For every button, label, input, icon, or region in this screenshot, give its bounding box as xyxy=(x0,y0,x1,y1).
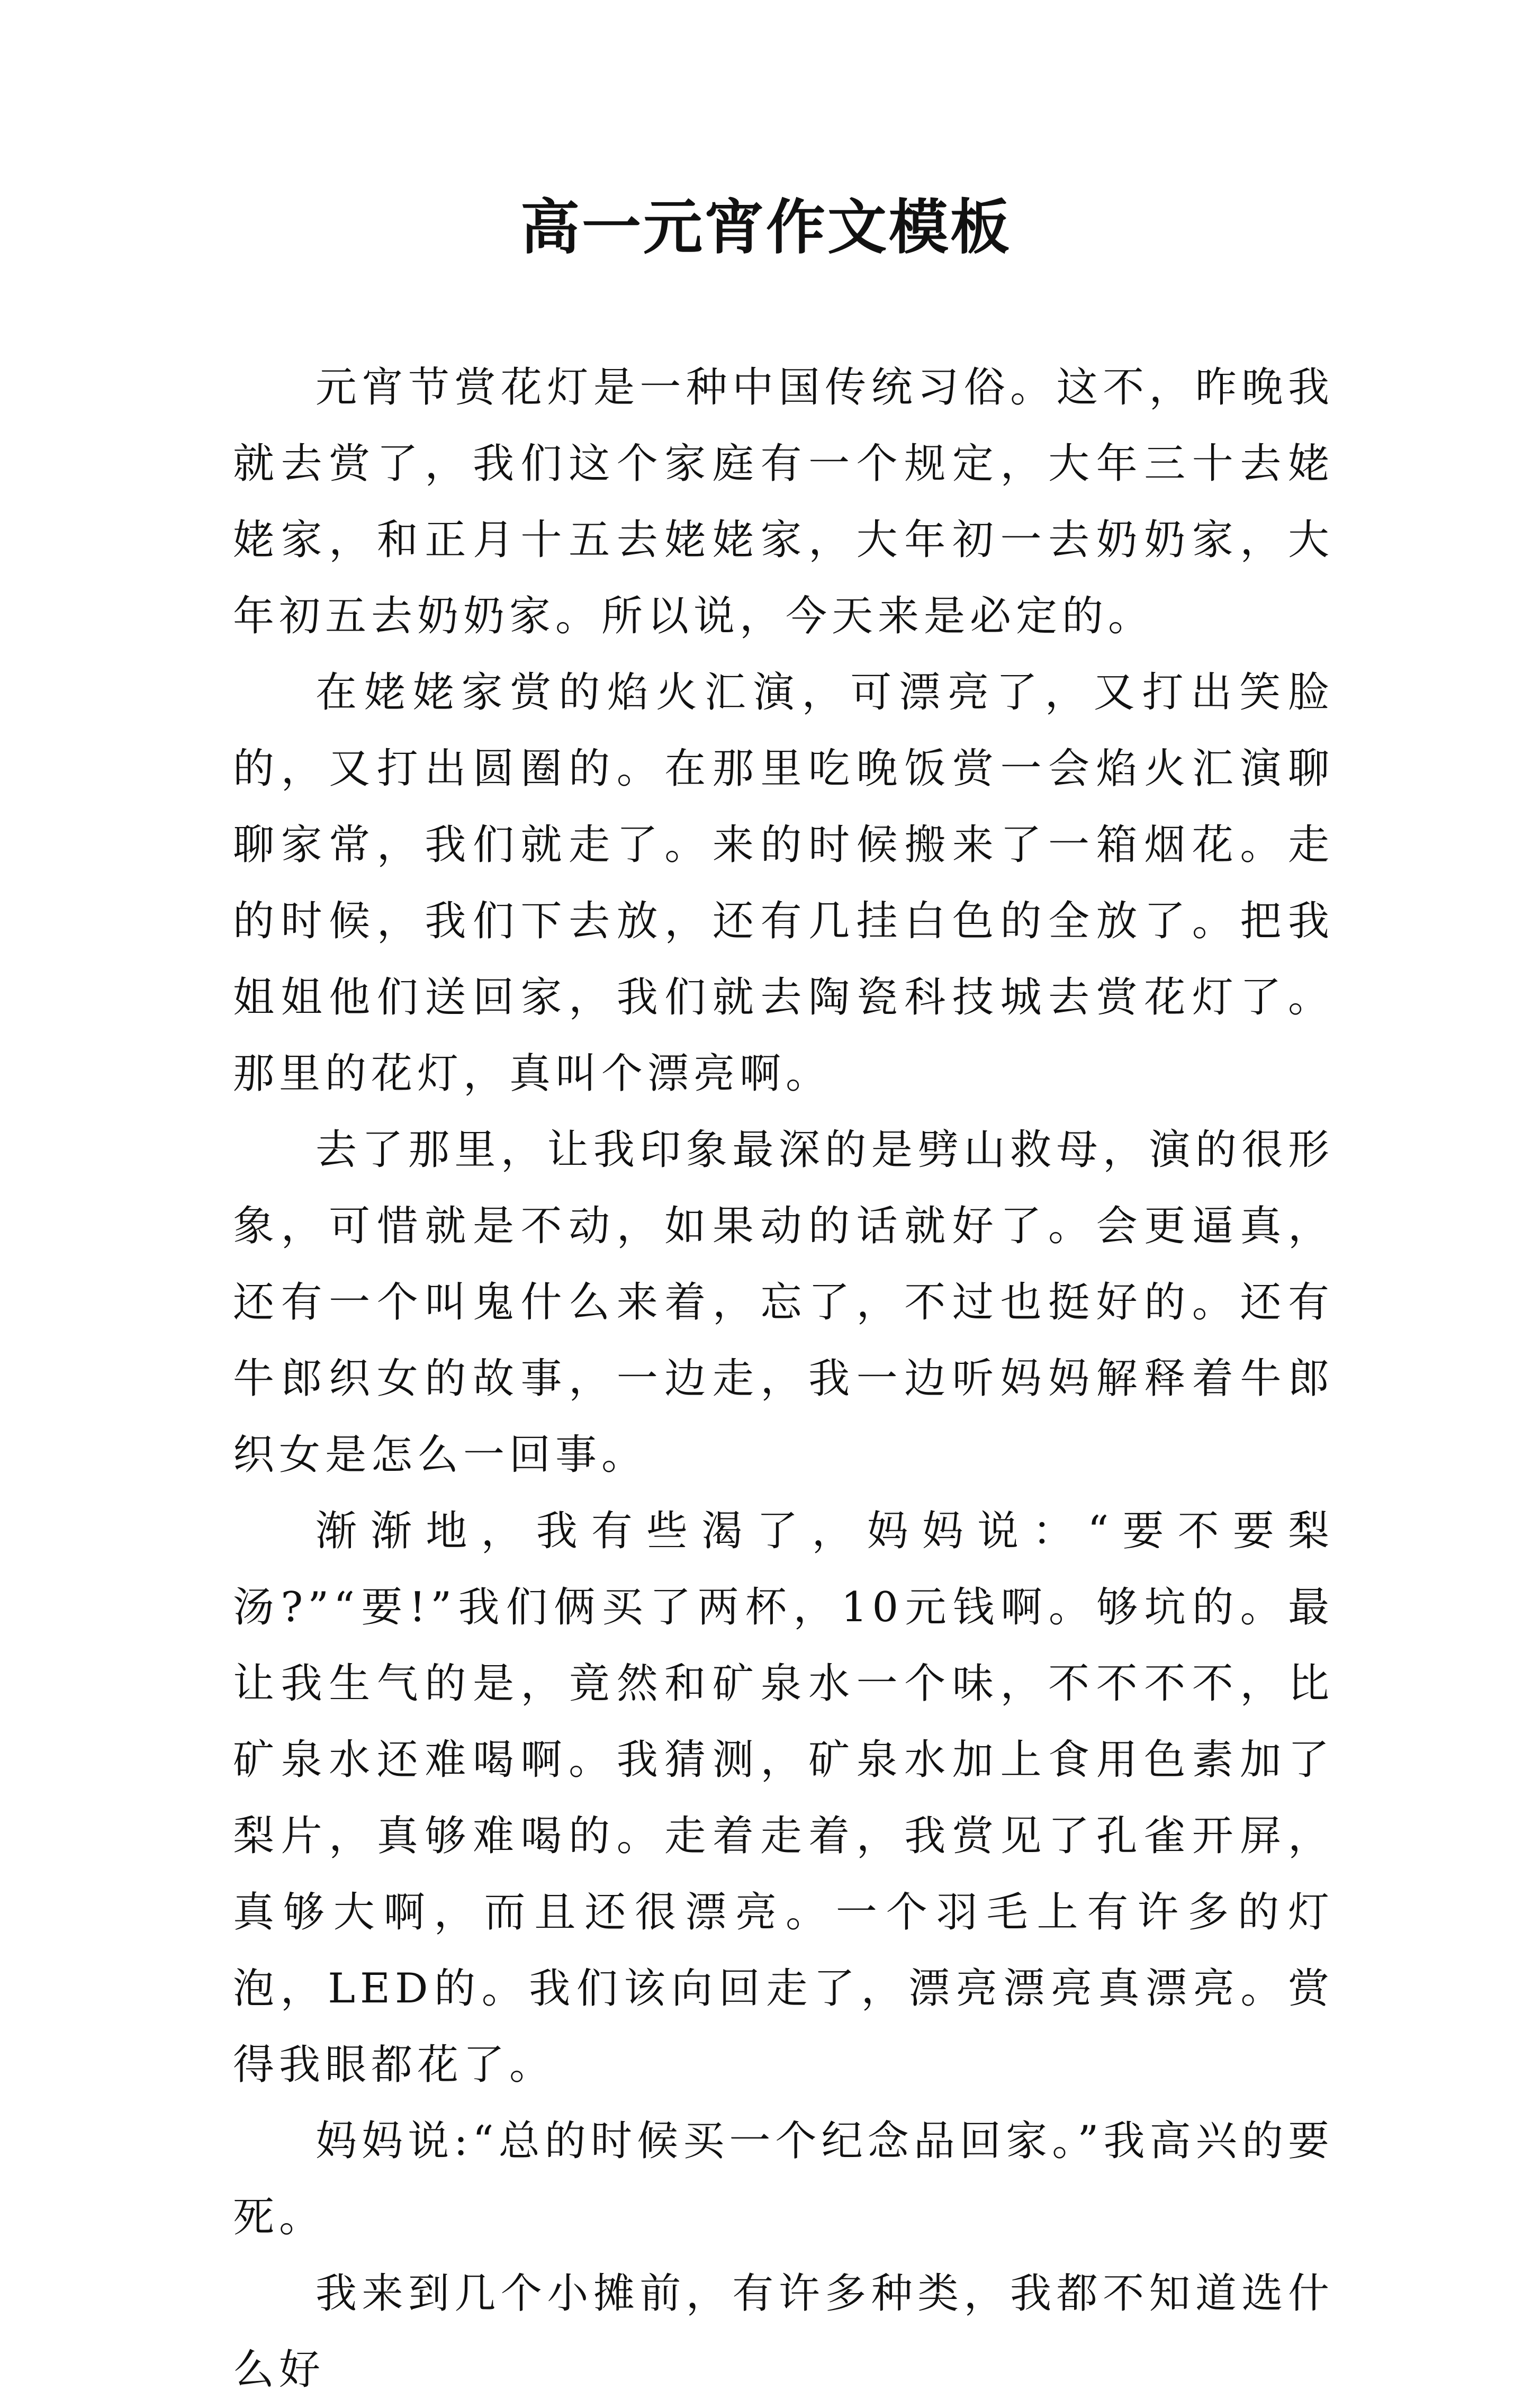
document-title: 高一元宵作文模板 xyxy=(520,193,1012,262)
paragraph-1: 元宵节赏花灯是一种中国传统习俗。这不，昨晚我就去赏了，我们这个家庭有一个规定，大年三十去姥姥家，和正月十五去姥姥家，大年初一去奶奶家，大年初五去奶奶家。所以说，今天来是必定的。 xyxy=(233,364,1334,640)
paragraph-6: 我来到几个小摊前，有许多种类，我都不知道选什么好 xyxy=(233,2270,1334,2394)
paragraph-5: 妈妈说:“总的时候买一个纪念品回家。”我高兴的要死。 xyxy=(233,2117,1334,2241)
document-body xyxy=(233,349,1334,2408)
paragraph-4: 渐渐地，我有些渴了，妈妈说：“要不要梨汤?”“要!”我们俩买了两杯，10元钱啊。够坑的。最让我生气的是，竟然和矿泉水一个味，不不不不，比矿泉水还难喝啊。我猜测，矿泉水加上食用色素加了梨片，真够难喝的。走着走着，我赏见了孔雀开屏，真够大啊，而且还很漂亮。一个羽毛上有许多的灯泡，LED的。我们该向回走了，漂亮漂亮真漂亮。赏得我眼都花了。 xyxy=(233,1507,1334,2089)
paragraph-2: 在姥姥家赏的焰火汇演，可漂亮了，又打出笑脸的，又打出圆圈的。在那里吃晚饭赏一会焰火汇演聊聊家常，我们就走了。来的时候搬来了一箱烟花。走的时候，我们下去放，还有几挂白色的全放了。把我姐姐他们送回家，我们就去陶瓷科技城去赏花灯了。那里的花灯，真叫个漂亮啊。 xyxy=(233,669,1334,1098)
paragraph-3: 去了那里，让我印象最深的是劈山救母，演的很形象，可惜就是不动，如果动的话就好了。会更逼真，还有一个叫鬼什么来着，忘了，不过也挺好的。还有牛郎织女的故事，一边走，我一边听妈妈解释着牛郎织女是怎么一回事。 xyxy=(233,1126,1334,1479)
